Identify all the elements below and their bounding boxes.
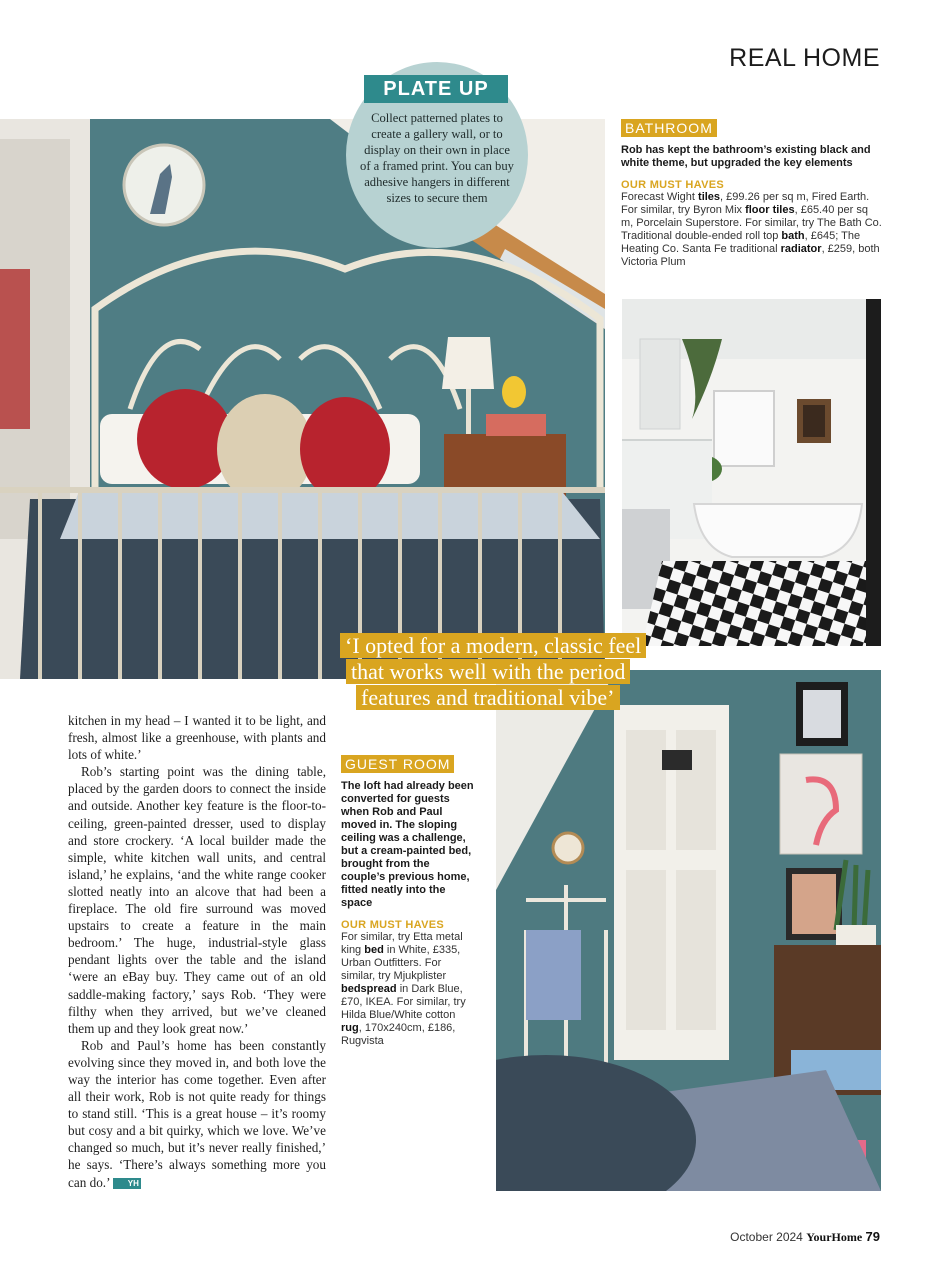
issue-date: October 2024 [730, 1230, 803, 1244]
plate-up-title: PLATE UP [364, 75, 508, 103]
guest-room-must-haves-label: OUR MUST HAVES [341, 919, 445, 931]
bathroom-tag: BATHROOM [621, 119, 717, 137]
bathroom-must-haves-text: Forecast Wight tiles, £99.26 per sq m, Fired Earth. For similar, try Byron Mix floor tiles, £65.40 per sq m, Porcelain Superstore. For similar, try The Bath Co. Traditional double-ended roll top bath, £645; The Heating Co. Santa Fe traditional radiator, £259, both Victoria Plum [621, 191, 882, 268]
bathroom-box [621, 120, 883, 269]
page-footer [730, 1229, 880, 1245]
bathroom-must-haves-label: OUR MUST HAVES [621, 179, 725, 191]
section-title: REAL HOME [729, 44, 880, 72]
end-mark-icon: YH [113, 1178, 141, 1189]
guest-room-tag: GUEST ROOM [341, 755, 454, 773]
guest-room-must-haves-text: For similar, try Etta metal king bed in White, £335, Urban Outfitters. For similar, try Mjukplister bedspread in Dark Blue, £70, IKEA. For similar, try Hilda Blue/White cotton rug, 170x240cm, £186, Rugvista [341, 931, 466, 1047]
plate-up-body: Collect patterned plates to create a gallery wall, or to display on their own in place of a framed print. You can buy adhesive hangers in different sizes to secure them [360, 111, 514, 205]
bathroom-photo [622, 299, 881, 646]
body-paragraph: Rob’s starting point was the dining table, placed by the garden doors to connect the inside and outside. Another key feature is the floor-to-ceiling, green-painted dresser, used to display and store crockery. ‘A local builder made the simple, white kitchen wall units, and central island,’ he explains, ‘and the white range cooker slotted neatly into an alcove that had been a fireplace. The old fire surround was moved upstairs to create a feature in the main bedroom.’ The huge, industrial-style glass pendant lights over the table and the island ‘were an eBay buy. They came out of an old saddle-making factory,’ says Rob. ‘They were filthy when they arrived, but we’ve cleaned them up and they look great now.’ [68, 764, 326, 1036]
guest-room-lede: The loft had already been converted for guests when Rob and Paul moved in. The sloping ceiling was a challenge, but a cream-painted bed, brought from the couple’s previous home, fitted neatly into the space [341, 780, 474, 909]
body-paragraph: Rob and Paul’s home has been constantly evolving since they moved in, and both love the way the interior has come together. Even after all their work, Rob is not quite ready for things to stand still. ‘This is a great house – it’s roomy but cosy and a bit quirky, which we love. We’ve changed so much, but it’s never really finished,’ he says. ‘There’s always something more you can do.’ YH [68, 1037, 326, 1190]
pull-quote-line-2: that works well with the period [346, 659, 630, 684]
page-number: 79 [865, 1229, 880, 1244]
bathroom-lede: Rob has kept the bathroom’s existing black and white theme, but upgraded the key elements [621, 144, 871, 169]
pull-quote-line-1: ‘I opted for a modern, classic feel [340, 633, 646, 658]
body-paragraph: kitchen in my head – I wanted it to be light, and fresh, almost like a greenhouse, with plants and lots of white.’ [68, 713, 326, 763]
article-body [68, 712, 326, 1191]
magazine-name: YourHome [806, 1230, 863, 1244]
pull-quote-line-3: features and traditional vibe’ [356, 685, 620, 710]
guest-room-photo [496, 670, 881, 1191]
guest-room-box [341, 756, 474, 1048]
